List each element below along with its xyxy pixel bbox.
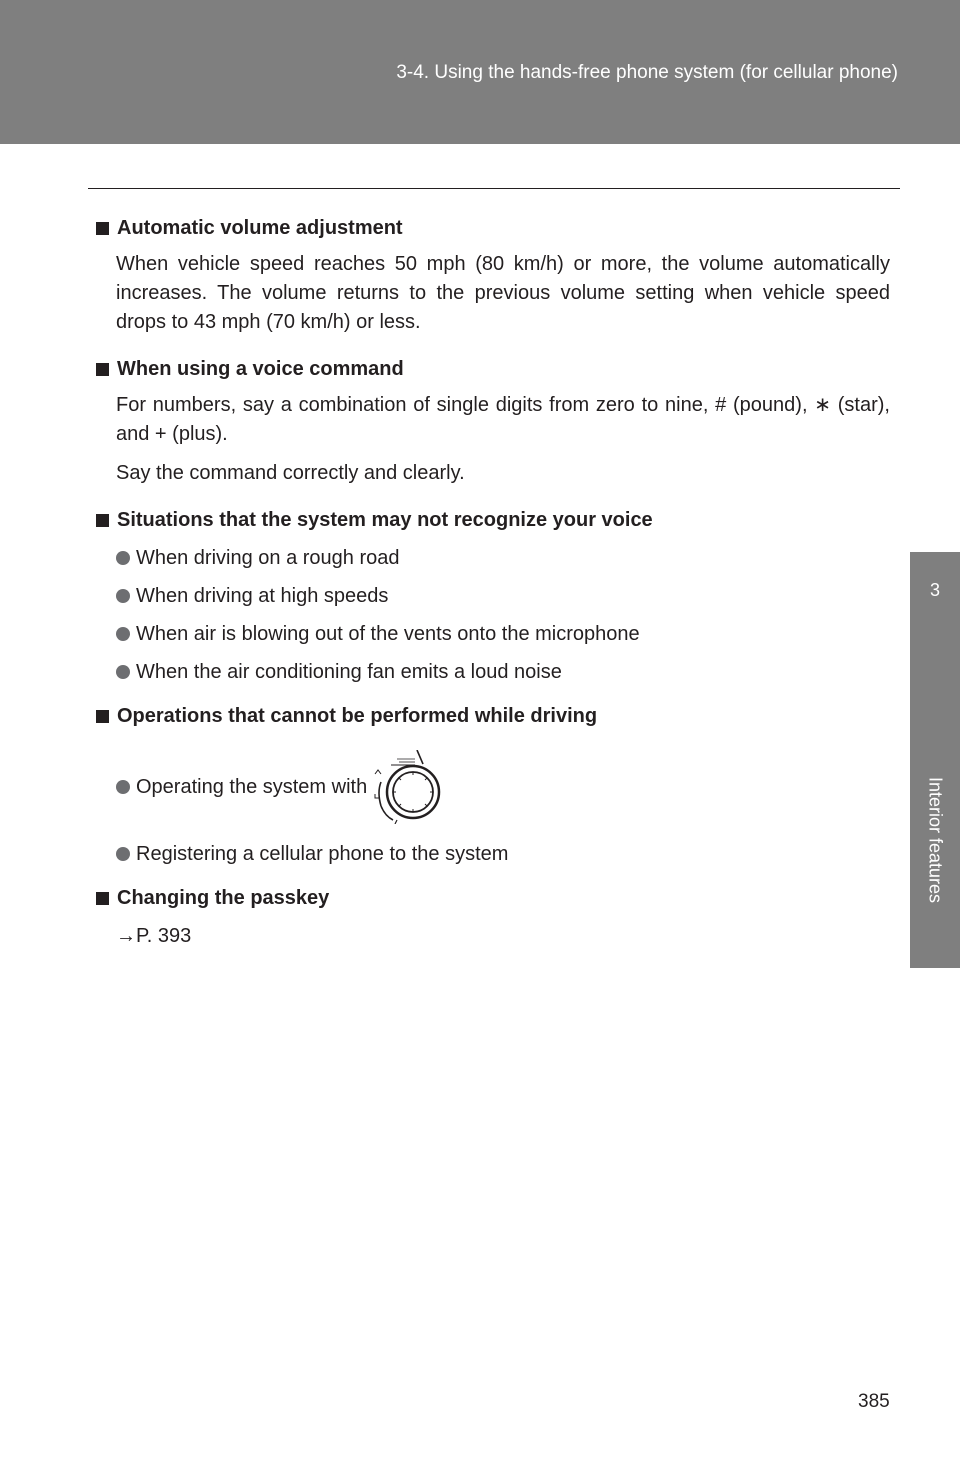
auto-volume-text: When vehicle speed reaches 50 mph (80 km/h) or more, the volume automatically increases. The volume returns to the previous volume setting when vehicle speed drops to 43 mph (70 km/h) or less. bbox=[116, 253, 890, 333]
chapter-block bbox=[910, 552, 960, 968]
circle-bullet-icon bbox=[116, 589, 130, 603]
list-item: Operating the system with bbox=[96, 750, 890, 824]
chapter-number: 3 bbox=[929, 580, 940, 600]
page-reference-link[interactable]: →P. 393 bbox=[116, 925, 192, 947]
top-rule bbox=[88, 188, 900, 189]
list-item: Registering a cellular phone to the system bbox=[96, 842, 890, 866]
section-title-voice-command: When using a voice command bbox=[96, 353, 890, 381]
list-item: When the air conditioning fan emits a loud noise bbox=[96, 660, 890, 684]
square-bullet-icon bbox=[96, 363, 109, 376]
square-bullet-icon bbox=[96, 222, 109, 235]
section-title-passkey: Changing the passkey bbox=[96, 882, 890, 910]
page-number: 385 bbox=[858, 1391, 890, 1412]
page-header bbox=[0, 0, 960, 144]
list-item: When air is blowing out of the vents onto the microphone bbox=[96, 622, 890, 646]
circle-bullet-icon bbox=[116, 847, 130, 861]
circle-bullet-icon bbox=[116, 665, 130, 679]
page-content bbox=[96, 212, 890, 948]
header-title: 3-4. Using the hands-free phone system (for cellular phone) bbox=[396, 62, 898, 83]
tune-scroll-knob-icon bbox=[371, 750, 443, 824]
section-title-not-recognize: Situations that the system may not recognize your voice bbox=[96, 504, 890, 532]
voice-command-note: Say the command correctly and clearly. bbox=[116, 462, 465, 484]
list-item: When driving at high speeds bbox=[96, 584, 890, 608]
square-bullet-icon bbox=[96, 514, 109, 527]
circle-bullet-icon bbox=[116, 627, 130, 641]
chapter-side-tab bbox=[910, 144, 960, 1484]
section-title-auto-volume: Automatic volume adjustment bbox=[96, 212, 890, 240]
section-title-cannot-perform: Operations that cannot be performed while driving bbox=[96, 700, 890, 728]
list-item: When driving on a rough road bbox=[96, 546, 890, 570]
square-bullet-icon bbox=[96, 892, 109, 905]
circle-bullet-icon bbox=[116, 551, 130, 565]
square-bullet-icon bbox=[96, 710, 109, 723]
circle-bullet-icon bbox=[116, 780, 130, 794]
chapter-label: Interior features bbox=[925, 776, 946, 904]
voice-command-text: For numbers, say a combination of single digits from zero to nine, # (pound), ∗ (star), and + (plus). bbox=[116, 394, 890, 445]
